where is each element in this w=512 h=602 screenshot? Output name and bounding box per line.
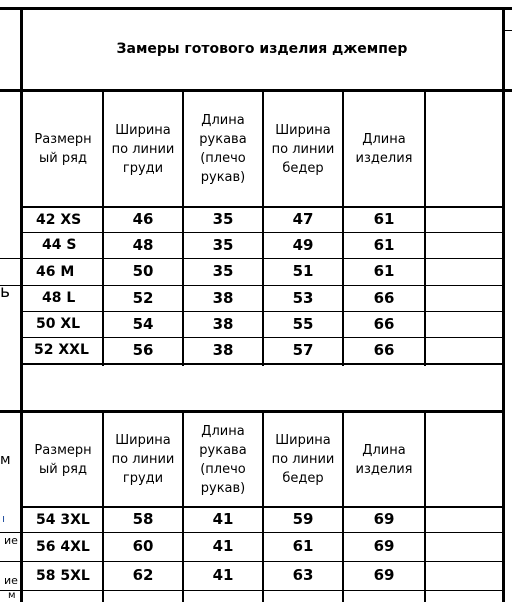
header-length: Длина изделия — [355, 132, 413, 166]
sleeve-cell: 41 — [212, 537, 234, 556]
size-cell: 48 L — [42, 290, 76, 307]
hips-cell: 59 — [292, 510, 314, 529]
grid-line — [424, 411, 426, 602]
size-cell: 44 S — [42, 237, 77, 254]
length-cell: 66 — [373, 340, 395, 359]
size-cell: 56 4XL — [36, 538, 90, 555]
chest-cell: 54 — [132, 314, 154, 333]
hips-cell: 47 — [292, 210, 314, 229]
header-size: Размерн ый ряд — [34, 132, 92, 166]
header-hips: Ширина по линии бедер — [271, 122, 335, 176]
chest-cell: 62 — [132, 566, 154, 585]
length-cell: 69 — [373, 510, 395, 529]
chest-cell: 60 — [132, 537, 154, 556]
size-cell: 50 XL — [36, 316, 81, 333]
grid-line — [0, 590, 504, 591]
hips-cell: 57 — [292, 340, 314, 359]
chest-cell: 56 — [132, 340, 154, 359]
left-fragment: ие — [4, 574, 18, 587]
header-length: Длина изделия — [355, 442, 413, 477]
chest-cell: 46 — [132, 210, 154, 229]
chest-cell: 50 — [132, 262, 154, 281]
length-cell: 69 — [373, 537, 395, 556]
table-title: Замеры готового изделия джемпер — [116, 41, 408, 58]
sleeve-cell: 38 — [212, 340, 234, 359]
size-cell: 46 M — [36, 263, 75, 280]
left-fragment: м — [0, 452, 11, 468]
hips-cell: 63 — [292, 566, 314, 585]
sleeve-cell: 35 — [212, 210, 234, 229]
chest-cell: 52 — [132, 288, 154, 307]
size-cell: 52 XXL — [34, 342, 89, 359]
hips-cell: 51 — [292, 262, 314, 281]
grid-line — [504, 30, 512, 31]
header-sleeve: Длина рукава (плечо рукав) — [199, 423, 247, 496]
size-cell: 42 XS — [36, 211, 82, 228]
sleeve-cell: 41 — [212, 566, 234, 585]
header-chest: Ширина по линии груди — [111, 122, 175, 176]
length-cell: 66 — [373, 288, 395, 307]
left-fragment: ь — [0, 282, 11, 302]
grid-line — [424, 91, 426, 366]
hips-cell: 61 — [292, 537, 314, 556]
length-cell: 61 — [373, 210, 395, 229]
chest-cell: 58 — [132, 510, 154, 529]
grid-line — [502, 7, 505, 602]
size-cell: 58 5XL — [36, 567, 90, 584]
sleeve-cell: 35 — [212, 235, 234, 254]
header-hips: Ширина по линии бедер — [271, 433, 335, 486]
hips-cell: 55 — [292, 314, 314, 333]
left-fragment: ие — [4, 534, 18, 547]
header-sleeve: Длина рукава (плечо рукав) — [199, 113, 247, 185]
sleeve-cell: 38 — [212, 288, 234, 307]
length-cell: 61 — [373, 262, 395, 281]
sleeve-cell: 38 — [212, 314, 234, 333]
size-cell: 54 3XL — [36, 511, 90, 528]
header-size: Размерн ый ряд — [34, 442, 92, 477]
chest-cell: 48 — [132, 235, 154, 254]
header-chest: Ширина по линии груди — [111, 433, 175, 486]
length-cell: 66 — [373, 314, 395, 333]
left-fragment: м — [8, 590, 16, 601]
sleeve-cell: 35 — [212, 262, 234, 281]
hips-cell: 53 — [292, 288, 314, 307]
length-cell: 69 — [373, 566, 395, 585]
hips-cell: 49 — [292, 235, 314, 254]
left-fragment: ı — [2, 512, 6, 525]
length-cell: 61 — [373, 235, 395, 254]
sleeve-cell: 41 — [212, 510, 234, 529]
